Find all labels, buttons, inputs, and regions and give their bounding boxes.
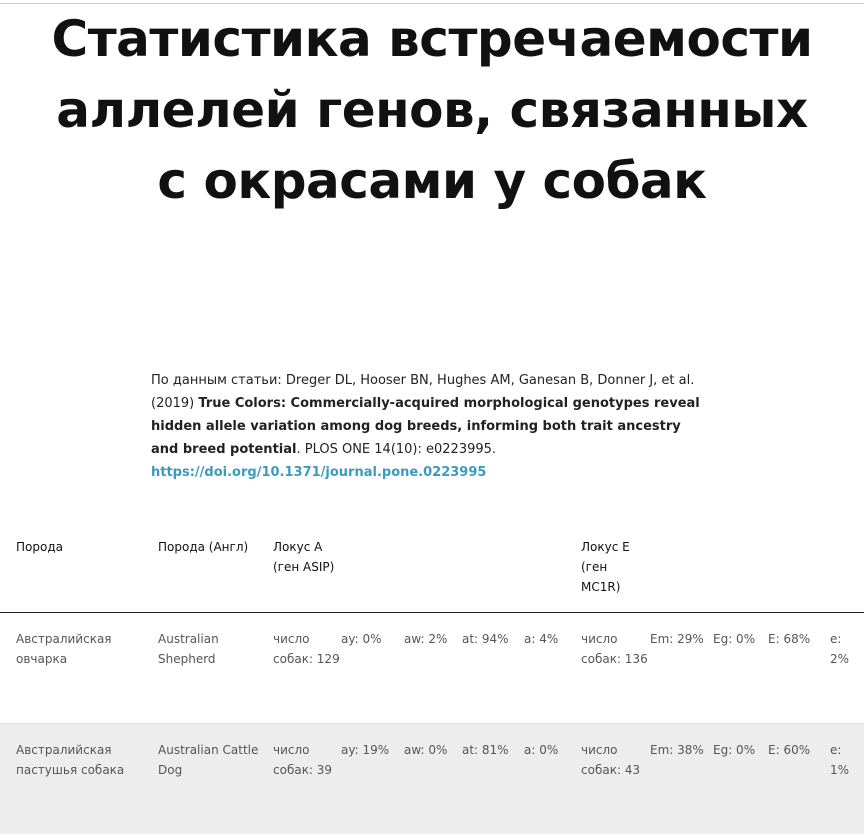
- citation-journal: . PLOS ONE 14(10): e0223995.: [296, 442, 497, 457]
- cell-breed-en: Australian Cattle Dog: [158, 724, 273, 835]
- cell-breed-en: Australian Shepherd: [158, 632, 219, 666]
- cell-a-count: число собак: 39: [273, 724, 341, 835]
- citation-prefix: По данным статьи: Dreger DL, Hooser BN, Hughes AM, Ganesan B, Donner J, et al. (2019): [151, 373, 695, 411]
- cell-breed: Австралийская пастушья собака: [0, 724, 158, 835]
- cell-at: at: 81%: [462, 724, 524, 835]
- cell-Em: Em: 38%: [650, 724, 713, 835]
- table-row: [0, 724, 864, 835]
- cell-e: e: 1%: [830, 724, 864, 835]
- allele-table: [0, 528, 864, 834]
- table-header-row: [0, 528, 864, 613]
- cell-a: a: 4%: [524, 632, 559, 646]
- header-breed: Порода: [0, 528, 158, 613]
- cell-aw: aw: 0%: [404, 724, 462, 835]
- cell-at: at: 94%: [462, 632, 509, 646]
- cell-aw: aw: 2%: [404, 632, 448, 646]
- doi-link[interactable]: https://doi.org/10.1371/journal.pone.0223995: [151, 465, 487, 480]
- header-breed-en: Порода (Англ): [158, 528, 273, 613]
- table-row: [0, 613, 864, 724]
- citation-article-title: True Colors: Commercially-acquired morphological genotypes reveal hidden allele variation among dog breeds, informing both trait ancestry and breed potential: [151, 396, 700, 457]
- cell-Em: Em: 29%: [650, 632, 704, 646]
- cell-ay: ay: 0%: [341, 632, 382, 646]
- cell-breed: Австралийская овчарка: [16, 632, 112, 666]
- cell-a-count: число собак: 129: [273, 632, 340, 666]
- cell-e-count: число собак: 43: [581, 724, 650, 835]
- cell-E: E: 60%: [768, 724, 830, 835]
- header-locus-a: Локус А (ген ASIP): [273, 528, 341, 613]
- citation: [151, 369, 711, 484]
- header-locus-e: Локус Е (ген MC1R): [581, 528, 650, 613]
- cell-E: E: 68%: [768, 632, 811, 646]
- cell-e: e: 2%: [830, 632, 850, 666]
- cell-Eg: Eg: 0%: [713, 632, 756, 646]
- cell-e-count: число собак: 136: [581, 632, 648, 666]
- page-title: Статистика встречаемости аллелей генов, связанных с окрасами у собак: [51, 10, 813, 210]
- cell-a: a: 0%: [524, 724, 581, 835]
- cell-Eg: Eg: 0%: [713, 724, 768, 835]
- allele-table-container: [0, 528, 864, 834]
- cell-ay: ay: 19%: [341, 724, 404, 835]
